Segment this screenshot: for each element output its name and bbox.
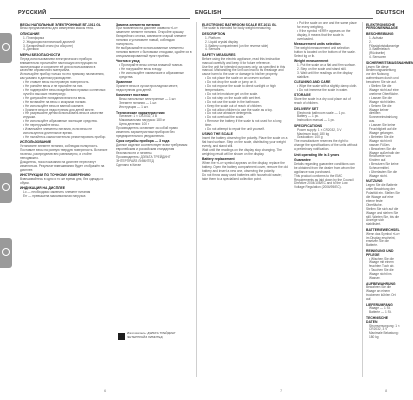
section-heading: BESCHREIBUNG bbox=[366, 31, 394, 36]
list-item: • Do not use the scale in the bathroom. bbox=[205, 99, 260, 104]
circle-icon bbox=[2, 183, 10, 191]
list-item: • Не роняйте весы и не прыгайте на них. bbox=[23, 84, 84, 89]
list-item: 1. Платформа bbox=[23, 35, 44, 40]
section-heading: ELEKTRONISCHE PERSONENWAAGE bbox=[366, 22, 398, 31]
header-rule bbox=[50, 18, 190, 19]
page-header bbox=[14, 10, 405, 20]
paragraph: Store the scale in a dry cool place out of reach of children. bbox=[294, 97, 351, 106]
paragraph: При появлении на дисплее символа «Lo» замените элемент питания. Откройте крышку батарейного отсека, извлеките старый элемент питания и установите новый, соблюдая полярность. bbox=[116, 26, 187, 47]
page-divider bbox=[362, 22, 363, 377]
paragraph: Lesen Sie diese Bedienungsanleitung vor der Nutzung aufmerksam durch und bewahren Sie sie auf. bbox=[366, 64, 399, 85]
list-item: Electronic bathroom scale — 1 pc. bbox=[297, 110, 346, 115]
section-heading: BATTERIEWECHSEL bbox=[366, 227, 400, 232]
paragraph: Before using the electric appliance, read this instruction manual carefully and keep it for future reference. bbox=[202, 56, 281, 65]
list-item: • Bewahren Sie die Waage außerhalb der Reichweite von Kindern auf. bbox=[369, 146, 400, 163]
column-english-1 bbox=[202, 22, 288, 382]
list-item: • Протирайте весы слегка влажной тканью. bbox=[119, 63, 184, 68]
section-heading: Battery replacement bbox=[202, 157, 235, 162]
list-item: Maximale Belastung: 180 kg bbox=[369, 331, 399, 340]
section-heading: ОПИСАНИЕ bbox=[20, 31, 40, 36]
circle-icon bbox=[2, 43, 10, 51]
header-english: ENGLISH bbox=[195, 10, 222, 16]
list-item: • Stellen Sie die Waage nicht auf eine unebene Oberfläche. bbox=[369, 84, 399, 96]
list-item: Battery — 1 pc. bbox=[297, 114, 319, 119]
section-heading: ELECTRONIC BATHROOM SCALE BT-1011 GL bbox=[202, 22, 277, 27]
list-item: Stromversorgung: 1 × CR2032, 3 V bbox=[369, 323, 400, 332]
section-heading: DESCRIPTION bbox=[202, 31, 226, 36]
circle-icon bbox=[2, 248, 10, 256]
section-heading: SICHERHEITSMASSNAHMEN bbox=[366, 60, 413, 65]
list-item: • Do not overload the scale. bbox=[205, 115, 245, 120]
list-item: Инструкция — 1 шт. bbox=[119, 105, 149, 110]
section-heading: DELIVERY SET bbox=[294, 106, 319, 111]
list-item: 3. Batteriefach (Rückseite) bbox=[369, 47, 390, 56]
paragraph: Wenn das Symbol «Lo» im Display erscheint, ersetzen Sie die Batterie. bbox=[366, 231, 400, 248]
list-item: 3. Wait until the readings on the display stabilize. bbox=[297, 70, 353, 79]
section-heading: STORAGE bbox=[294, 93, 311, 98]
list-item: • Не ставьте весы на неровную поверхность. bbox=[23, 80, 90, 85]
paragraph: The scale is intended for body weight measuring. bbox=[202, 26, 272, 31]
section-heading: ИСПОЛЬЗОВАНИЕ bbox=[20, 140, 52, 145]
paragraph: Установите элемент питания, соблюдая полярность. Поставьте весы на ровную твердую поверхность. Встаньте на весы, распределив вес равномерно, и стойте неподвижно. bbox=[20, 144, 108, 160]
paragraph: Details regarding guarantee conditions can be obtained from the dealer from whom the appliance was purchased. bbox=[294, 161, 355, 174]
list-item: • Do not allow children to use the scale as a toy. bbox=[205, 107, 273, 112]
paragraph: When the «Lo» symbol appears on the display, replace the battery. Open the battery compartment cover, remove the old battery and insert a new one, observing the polarity. bbox=[202, 161, 288, 174]
section-heading: Срок службы прибора — 3 года bbox=[116, 139, 170, 144]
section-heading: Замена элемента питания bbox=[116, 22, 160, 27]
paragraph: Bewahren Sie die Waage an einem trockenen kühlen Ort auf. bbox=[366, 285, 396, 302]
list-item: • Do not immerse the scale in water. bbox=[297, 88, 348, 92]
list-item: • Не используйте химические и абразивные средства. bbox=[119, 70, 184, 79]
page-number: 8 bbox=[385, 388, 388, 393]
header-rule bbox=[221, 18, 373, 19]
list-item: • Benutzen Sie keine Scheuermittel. bbox=[369, 162, 399, 171]
list-item: • If the symbol «ERR» appears on the display, it means that the scale is overloaded. bbox=[297, 28, 351, 41]
list-item: Lo — необходимо заменить элемент питания bbox=[23, 190, 91, 195]
list-item: • Setzen Sie die Waage keiner direkten Sonneneinstrahlung aus. bbox=[369, 103, 398, 124]
section-heading: Measurement units selection bbox=[294, 42, 341, 47]
column-german bbox=[366, 22, 413, 382]
list-item: • Do not step on the scale with wet feet. bbox=[205, 95, 261, 100]
paragraph: Legen Sie die Batterie unter Beachtung der Polarität ein. Stellen Sie die Waage auf eine ebene feste Oberfläche. bbox=[366, 183, 400, 207]
list-item: 1. Platform bbox=[205, 35, 221, 40]
list-item: 2. Liquid crystal display bbox=[205, 39, 238, 44]
paragraph: Не выбрасывайте использованные элементы питания вместе с бытовыми отходами, сдайте их в специализированный пункт приёма. bbox=[116, 45, 192, 58]
list-item: 2. Step on the scale and stand still. bbox=[297, 66, 347, 71]
paragraph: Данное изделие соответствует всем требуемым европейским и российским стандартам безопасности и гигиены. bbox=[116, 143, 188, 156]
list-item: • Do not attempt to repair the unit yourself. bbox=[205, 127, 265, 132]
list-item: • Betreten Sie die Waage nicht mit nassen Füßen. bbox=[369, 134, 394, 147]
paragraph: Весы предназначены для измерения массы тела. bbox=[20, 26, 94, 31]
list-item: • Remove the battery if the scale is not used for a long time. bbox=[205, 119, 282, 128]
paragraph: Взвешивайтесь в одно и то же время дня, без одежды и обуви. bbox=[20, 176, 104, 185]
list-item: • Не подвергайте весы воздействию прямых солнечных лучей и высоких температур. bbox=[23, 88, 106, 96]
section-heading: Хранение bbox=[116, 80, 133, 85]
section-heading: LIEFERUMFANG bbox=[366, 302, 393, 307]
paragraph: Сделано в Китае bbox=[116, 162, 142, 167]
section-heading: SAFETY MEASURES bbox=[202, 52, 236, 57]
column-russian-1 bbox=[20, 22, 108, 382]
section-heading: NUTZUNG bbox=[366, 179, 383, 184]
paragraph: Wait until the readings on the display stop changing. The weighing result will be shown on the display. bbox=[202, 148, 282, 156]
list-item: • Не перегружайте весы. bbox=[23, 123, 60, 128]
list-item: 1. Aufsatz bbox=[369, 35, 383, 40]
list-item: • Do not expose the scale to direct sunlight or high temperatures. bbox=[205, 84, 276, 92]
list-item: • Tauchen Sie die Waage nicht ins Wasser. bbox=[369, 268, 394, 281]
list-item: • Храните весы в недоступном для детей месте. bbox=[23, 107, 95, 112]
section-heading: Чистка и уход bbox=[116, 59, 140, 64]
list-item: 4. Датчики bbox=[23, 47, 39, 52]
list-item: • Не используйте весы в ванной комнате. bbox=[23, 103, 85, 108]
section-heading: Weight measurement bbox=[294, 59, 329, 64]
list-item: • Не используйте абразивные чистящие средства. bbox=[23, 119, 98, 124]
list-item: • Put the scale on one and the same place for every weighing. bbox=[297, 21, 357, 29]
list-item: Максимальная нагрузка: 180 кг bbox=[119, 118, 166, 123]
list-item: • Wischen Sie die Waage mit einem feuchten Tuch ab. bbox=[369, 256, 395, 269]
section-heading: Технические характеристики bbox=[116, 110, 165, 115]
list-item: • Lassen Sie die Waage nicht fallen. bbox=[369, 95, 396, 104]
section-heading: Комплект поставки bbox=[116, 93, 149, 98]
list-item: 4. Sensors bbox=[205, 47, 221, 52]
section-tab bbox=[0, 33, 12, 63]
section-heading: ИНСТРУКЦИИ ПО ТОЧНОМУ ИЗМЕРЕНИЮ bbox=[20, 173, 91, 178]
section-heading: ИНДИКАЦИЯ НА ДИСПЛЕЕ bbox=[20, 186, 66, 191]
section-heading: REINIGUNG UND PFLEGE bbox=[366, 248, 394, 257]
header-russian: РУССКИЙ bbox=[18, 10, 47, 16]
paragraph: This product conforms to the EMC Requirements as laid down by the Council Directive 2004/108/EC and to the Low Voltage Regulation (2006/95/EC). bbox=[294, 173, 354, 190]
list-item: Err — превышена максимальная нагрузка bbox=[23, 194, 86, 199]
paragraph: The manufacturer reserves the right to change the specifications of the units without a preliminary notification. bbox=[294, 139, 358, 152]
paragraph: Используйте прибор только по его прямому назначению, как указано в данном руководстве. bbox=[20, 72, 105, 81]
list-item: Waage — 1 St. bbox=[369, 306, 391, 311]
list-item: Graduation: 100 g bbox=[297, 135, 323, 140]
list-item: • Keep the scale out of reach of children. bbox=[205, 103, 263, 108]
list-item: Весы напольные электронные — 1 шт. bbox=[119, 97, 177, 102]
header-german: DEUTSCH bbox=[376, 10, 405, 16]
list-item: 3. Battery compartment (on the reverse side) bbox=[205, 43, 269, 48]
list-item: • Do not place the scale on an uneven surface. bbox=[205, 76, 271, 81]
list-item: 2. Жидкокристаллический дисплей bbox=[23, 39, 75, 44]
manufacturer-text: Изготовитель: ДЭЛЬТА ТРЕЙДИНГ ЭНТЕРПРАЙЗ ЛИМИТЕД bbox=[127, 331, 176, 339]
paragraph: Храните весы в сухом прохладном месте, недоступном для детей. bbox=[116, 84, 179, 92]
list-item: • Не пытайтесь самостоятельно ремонтировать прибор. bbox=[23, 134, 107, 139]
page-divider bbox=[196, 22, 197, 377]
list-item: Batterie — 1 St. bbox=[369, 310, 392, 315]
list-item: Цена деления: 100 г bbox=[119, 122, 150, 127]
section-heading: ВЕСЫ НАПОЛЬНЫЕ ЭЛЕКТРОННЫЕ ВТ-1011 GL bbox=[20, 22, 101, 27]
list-item: • Lassen Sie keine Feuchtigkeit auf die Waage gelangen. bbox=[369, 123, 397, 135]
list-item: Питание: 1 × CR2032, 3 В bbox=[119, 114, 158, 119]
list-item: Элемент питания — 1 шт. bbox=[119, 101, 158, 106]
paragraph: Перед использованием электрического прибора внимательно прочитайте настоящую инструкцию по эксплуатации и сохраните её для использования в качестве справочного материала. bbox=[20, 56, 98, 73]
list-item: 2. Flüssigkristallanzeige bbox=[369, 39, 400, 48]
list-item: Power supply: 1 × CR2032, 3 V bbox=[297, 127, 342, 132]
paragraph: Дождитесь, пока показания на дисплее перестанут изменяться. Результат взвешивания будет отображён на дисплее. bbox=[20, 159, 105, 172]
paragraph: Производитель оставляет за собой право изменять характеристики приборов без предварительного уведомления. bbox=[116, 126, 178, 138]
section-heading: SPECIFICATIONS bbox=[294, 123, 323, 128]
list-item: • Wipe the scale with a slightly damp cloth. bbox=[297, 84, 358, 89]
list-item: • Не допускайте попадания влаги на весы. bbox=[23, 95, 87, 100]
list-item: • Do not use abrasive detergents. bbox=[205, 111, 253, 116]
section-tab bbox=[0, 238, 12, 268]
list-item: • Извлекайте элементы питания, если весы не используются длительное время. bbox=[23, 127, 93, 135]
paragraph: Use the unit for intended purposes only, as specified in this manual. Mishandling the unit can lead to its breakage and cause harm to the user or damage to his/her property. bbox=[202, 64, 286, 77]
list-item: Maximum load: 180 kg bbox=[297, 131, 330, 136]
list-item: Instruction manual — 1 pc. bbox=[297, 118, 335, 123]
section-heading: Unit operating life is 3 years bbox=[294, 152, 340, 157]
section-heading: МЕРЫ БЕЗОПАСНОСТИ bbox=[20, 52, 61, 57]
section-heading: Guarantee bbox=[294, 158, 311, 162]
list-item: • Überlasten Sie die Waage nicht. bbox=[369, 170, 398, 178]
section-heading: USING THE SCALE bbox=[202, 132, 233, 137]
section-tab bbox=[0, 173, 12, 203]
manufacturer-logo bbox=[118, 333, 125, 340]
list-item: • Не вставайте на весы с мокрыми ногами. bbox=[23, 99, 87, 104]
list-item: • Не погружайте весы в воду. bbox=[119, 66, 162, 71]
section-heading: AUFBEWAHRUNG bbox=[366, 281, 396, 286]
section-heading: CLEANING AND CARE bbox=[294, 80, 331, 85]
list-item: • Do not drop the scale or jump on it. bbox=[205, 80, 257, 85]
list-item: • Не разрешайте детям использовать весы в качестве игрушки. bbox=[23, 111, 104, 120]
column-russian-2 bbox=[116, 22, 192, 322]
paragraph: Insert the battery observing the polarity. Place the scale on a flat hard surface. Step on the scale, distributing your weight evenly, and stand still. bbox=[202, 136, 288, 149]
page-number: 6 bbox=[104, 388, 107, 393]
list-item: 1. Put the scale on a flat and firm surface. bbox=[297, 63, 356, 68]
column-english-2 bbox=[294, 22, 358, 382]
page-number: 7 bbox=[280, 388, 283, 393]
edge-tabs bbox=[0, 0, 13, 400]
paragraph: Stellen Sie sich auf die Waage und stehen Sie still. Warten Sie, bis die Anzeige sich stabilisiert. bbox=[366, 206, 400, 227]
list-item: • Do not let moisture get on the scale. bbox=[205, 91, 259, 96]
list-item: 4. Sensoren bbox=[369, 55, 387, 60]
paragraph: The weight measurement unit selection button is located on the bottom of the scale. Select kg or lb. bbox=[294, 45, 356, 58]
paragraph: Производитель: ДЭЛЬТА ТРЕЙДИНГ ЭНТЕРПРАЙЗ ЛИМИТЕД bbox=[116, 155, 171, 163]
paragraph: Do not throw away used batteries with household waste; take them to a specialized collection point. bbox=[202, 173, 282, 181]
list-item: 3. Батарейный отсек (на обороте) bbox=[23, 43, 73, 48]
section-heading: TECHNISCHE DATEN bbox=[366, 315, 389, 324]
